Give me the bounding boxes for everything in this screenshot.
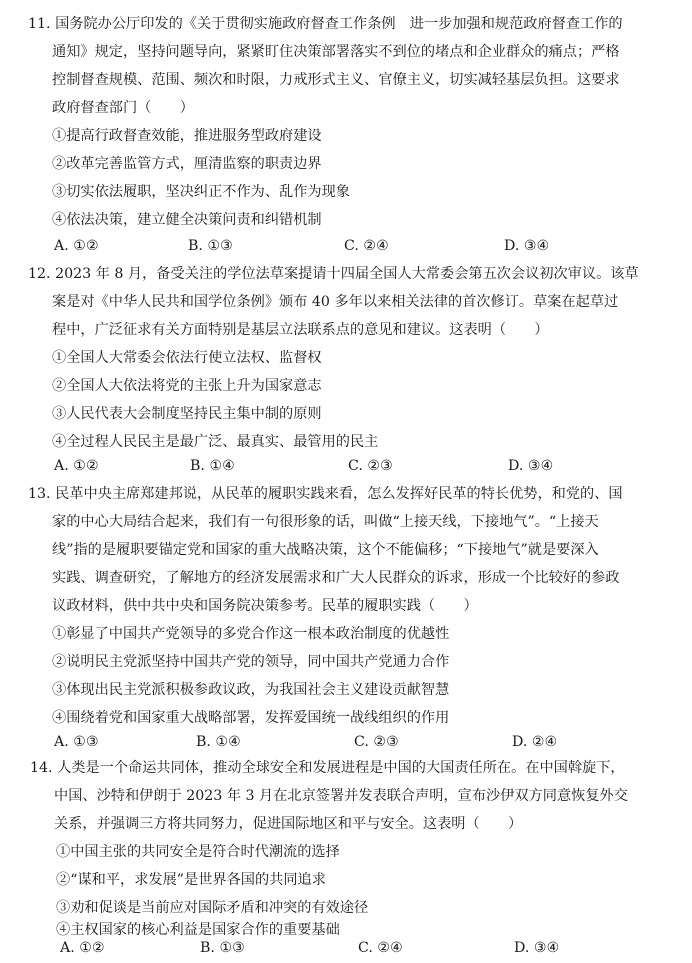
question-13-stem-line: 家的中心大局结合起来，我们有一句很形象的话，叫做“上接天线，下接地气”。“上接天 [52,514,599,530]
option-d[interactable]: D. ③④ [514,940,560,956]
question-13-statement: ③体现出民主党派积极参政议政，为我国社会主义建设贡献智慧 [52,682,450,698]
option-a[interactable]: A. ①③ [54,734,99,750]
question-14-stem-line: 关系，并强调三方将共同努力，促进国际地区和平与安全。这表明（ ） [54,816,523,832]
question-12-stem-line: 程中，广泛征求有关方面特别是基层立法联系点的意见和建议。这表明（ ） [52,322,549,338]
question-14-statement: ④主权国家的核心利益是国家合作的重要基础 [56,922,340,938]
question-12-statement: ②全国人大依法将党的主张上升为国家意志 [52,378,322,394]
option-d[interactable]: D. ③④ [504,238,550,254]
option-a[interactable]: A. ①② [54,238,99,254]
question-13-stem-line: 议政材料，供中共中央和国务院决策参考。民革的履职实践（ ） [52,598,478,614]
option-c[interactable]: C. ②③ [354,734,399,750]
option-d[interactable]: D. ②④ [512,734,558,750]
option-c[interactable]: C. ②④ [344,238,389,254]
question-11-stem-line: 政府督查部门（ ） [52,100,194,116]
question-12-statement: ③人民代表大会制度坚持民主集中制的原则 [52,406,322,422]
question-11-stem-line: 11. 国务院办公厅印发的《关于贯彻实施政府督查工作条例 进一步加强和规范政府督查工作的 [28,16,623,32]
question-14-statement: ③劝和促谈是当前应对国际矛盾和冲突的有效途径 [56,900,369,916]
option-c[interactable]: C. ②③ [348,458,393,474]
question-11-statement: ④依法决策，建立健全决策问责和纠错机制 [52,212,322,228]
question-12-options [0,456,692,476]
question-11-stem-line: 控制督查规模、范围、频次和时限，力戒形式主义、官僚主义，切实减轻基层负担。这要求 [52,72,620,88]
option-c[interactable]: C. ②④ [358,940,403,956]
question-13-statement: ①彰显了中国共产党领导的多党合作这一根本政治制度的优越性 [52,626,450,642]
option-d[interactable]: D. ③④ [508,458,554,474]
question-14-statement: ②“谋和平，求发展”是世界各国的共同追求 [56,872,326,888]
question-13-statement: ④围绕着党和国家重大战略部署，发挥爱国统一战线组织的作用 [52,710,450,726]
question-11-stem-line: 通知》规定，坚持问题导向，紧紧盯住决策部署落实不到位的堵点和企业群众的痛点；严格 [52,44,620,60]
question-13-stem-line: 实践、调查研究，了解地方的经济发展需求和广大人民群众的诉求，形成一个比较好的参政 [52,570,620,586]
option-b[interactable]: B. ①③ [200,940,245,956]
option-b[interactable]: B. ①④ [190,458,235,474]
option-b[interactable]: B. ①④ [196,734,241,750]
option-a[interactable]: A. ①② [60,940,105,956]
question-14-stem-line: 中国、沙特和伊朗于 2023 年 3 月在北京签署并发表联合声明，宣布沙伊双方同意恢复外交 [54,788,628,804]
question-12-stem-line: 案是对《中华人民共和国学位条例》颁布 40 多年以来相关法律的首次修订。草案在起草过 [52,294,619,310]
question-11-statement: ③切实依法履职，坚决纠正不作为、乱作为现象 [52,184,350,200]
question-11-options [0,236,692,256]
question-11-statement: ②改革完善监管方式，厘清监察的职责边界 [52,156,322,172]
question-13-options [0,732,692,752]
question-12-stem-line: 12. 2023 年 8 月，备受关注的学位法草案提请十四届全国人大常委会第五次会议初次审议。该草 [28,266,639,282]
option-a[interactable]: A. ①② [54,458,99,474]
question-12-statement: ④全过程人民民主是最广泛、最真实、最管用的民主 [52,434,379,450]
question-11-statement: ①提高行政督查效能，推进服务型政府建设 [52,128,322,144]
question-12-statement: ①全国人大常委会依法行使立法权、监督权 [52,350,322,366]
question-13-stem-line: 线”指的是履职要锚定党和国家的重大战略决策，这个不能偏移；“下接地气”就是要深入 [52,542,599,558]
question-14-options [0,938,692,958]
question-13-statement: ②说明民主党派坚持中国共产党的领导，同中国共产党通力合作 [52,654,450,670]
question-14-statement: ①中国主张的共同安全是符合时代潮流的选择 [56,844,340,860]
option-b[interactable]: B. ①③ [188,238,233,254]
question-13-stem-line: 13. 民革中央主席郑建邦说，从民革的履职实践来看，怎么发挥好民革的特长优势，和党的、国 [28,486,623,502]
question-14-stem-line: 14. 人类是一个命运共同体，推动全球安全和发展进程是中国的大国责任所在。在中国斡旋下， [30,760,625,776]
